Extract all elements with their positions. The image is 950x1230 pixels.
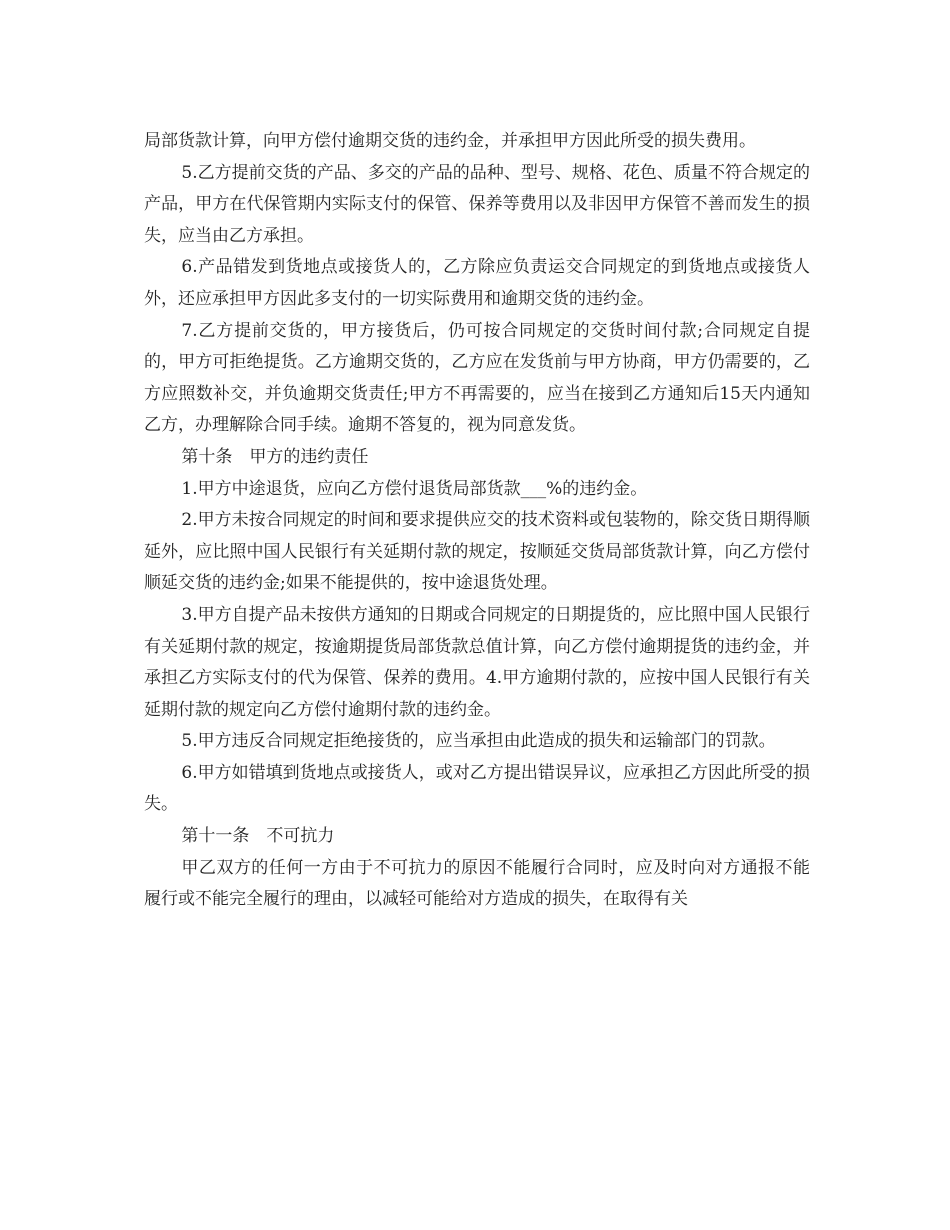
paragraph-force-majeure: 甲乙双方的任何一方由于不可抗力的原因不能履行合同时，应及时向对方通报不能履行或不能完全履行的理由，以减轻可能给对方造成的损失，在取得有关 (144, 857, 810, 910)
section-heading-article-10: 第十条 甲方的违约责任 (181, 446, 369, 467)
paragraph-clause-6-wrong-delivery: 6.产品错发到货地点或接货人的，乙方除应负责运交合同规定的到货地点或接货人外，还应承担甲方因此多支付的一切实际费用和逾期交货的违约金。 (144, 257, 810, 309)
document-body (144, 126, 810, 916)
paragraph-clause-7-delivery-timing: 7.乙方提前交货的，甲方接货后，仍可按合同规定的交货时间付款;合同规定自提的，甲方可拒绝提货。乙方逾期交货的，乙方应在发货前与甲方协商，甲方仍需要的，乙方应照数补交，并负逾期交货责任;甲方不再需要的，应当在接到乙方通知后15天内通知乙方，办理解除合同手续。逾期不答复的，视为同意发货。 (144, 320, 810, 436)
paragraph-article-10-item-5: 5.甲方违反合同规定拒绝接货的，应当承担由此造成的损失和运输部门的罚款。 (181, 731, 776, 752)
paragraph-article-10-item-3: 3.甲方自提产品未按供方通知的日期或合同规定的日期提货的，应比照中国人民银行有关延期付款的规定，按逾期提货局部货款总值计算，向乙方偿付逾期提货的违约金，并承担乙方实际支付的代为保管、保养的费用。4.甲方逾期付款的，应按中国人民银行有关延期付款的规定向乙方偿付逾期付款的违约金。 (144, 604, 810, 720)
paragraph-article-10-item-2: 2.甲方未按合同规定的时间和要求提供应交的技术资料或包装物的，除交货日期得顺延外，应比照中国人民银行有关延期付款的规定，按顺延交货局部货款计算，向乙方偿付顺延交货的违约金;如果不能提供的，按中途退货处理。 (144, 510, 810, 594)
paragraph-penalty-calculation: 局部货款计算，向甲方偿付逾期交货的违约金，并承担甲方因此所受的损失费用。 (144, 131, 756, 151)
paragraph-article-10-item-1: 1.甲方中途退货，应向乙方偿付退货局部货款___%的违约金。 (181, 478, 648, 499)
section-heading-article-11: 第十一条 不可抗力 (181, 826, 335, 847)
paragraph-article-10-item-6: 6.甲方如错填到货地点或接货人，或对乙方提出错误异议，应承担乙方因此所受的损失。 (144, 762, 810, 815)
paragraph-clause-5-early-delivery: 5.乙方提前交货的产品、多交的产品的品种、型号、规格、花色、质量不符合规定的产品，甲方在代保管期内实际支付的保管、保养等费用以及非因甲方保管不善而发生的损失，应当由乙方承担。 (144, 162, 810, 246)
